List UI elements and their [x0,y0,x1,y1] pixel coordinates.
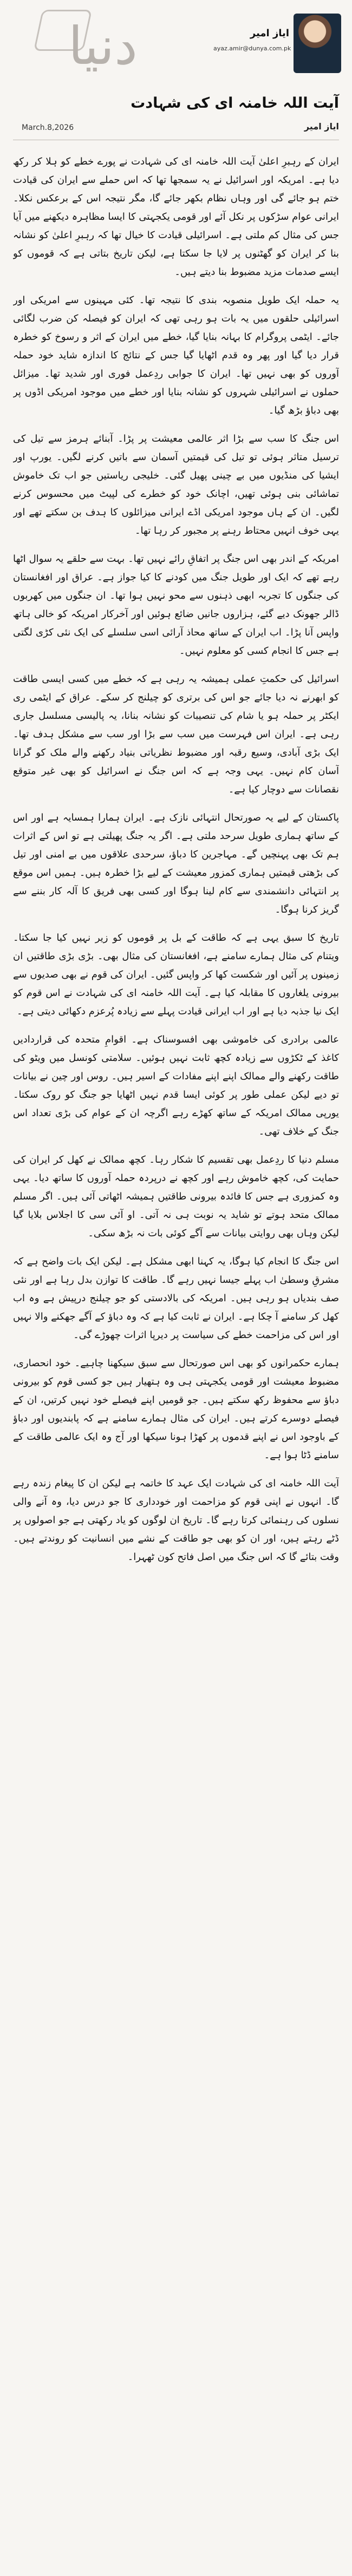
article-paragraph: اس جنگ کا انجام کیا ہوگا، یہ کہنا ابھی مشکل ہے۔ لیکن ایک بات واضح ہے کہ مشرقِ وسطیٰ اب پہلے جیسا نہیں رہے گا۔ طاقت کا توازن بدل رہا ہے اور نئی صف بندیاں ہو رہی ہیں۔ امریکہ کی بالادستی کو جو چیلنج درپیش ہے وہ اب کھل کر سامنے آ چکا ہے۔ ایران نے ثابت کیا ہے کہ وہ دباؤ کے آگے جھکنے والا نہیں اور اس کی مزاحمت خطے کی سیاست پر دیرپا اثرات چھوڑے گی۔ [13,1256,339,1341]
article-paragraph: عالمی برادری کی خاموشی بھی افسوسناک ہے۔ اقوامِ متحدہ کی قراردادیں کاغذ کے ٹکڑوں سے زیادہ کچھ ثابت نہیں ہوئیں۔ سلامتی کونسل میں ویٹو کی طاقت رکھنے والے ممالک اپنے اپنے مفادات کے اسیر ہیں۔ روس اور چین نے بیانات تو دیے لیکن عملی طور پر کوئی ایسا قدم نہیں اٹھایا جو جنگ کو روک سکتا۔ یورپی ممالک امریکہ کے ساتھ کھڑے رہے اگرچہ ان کے عوام کی بڑی تعداد اس جنگ کے خلاف تھی۔ [13,1034,339,1137]
byline: ایاز امیر [304,121,339,132]
newspaper-logo: دنیا [68,16,138,76]
author-box [213,14,341,89]
article-paragraph: اسرائیل کی حکمتِ عملی ہمیشہ یہ رہی ہے کہ خطے میں کسی ایسی طاقت کو ابھرنے نہ دیا جائے جو اس کی برتری کو چیلنج کر سکے۔ عراق کے ایٹمی ری ایکٹر پر حملہ ہو یا شام کی تنصیبات کو نشانہ بنانا، یہ پالیسی مسلسل جاری رہی ہے۔ ایران اس فہرست میں سب سے بڑا اور سب سے مشکل ہدف تھا۔ ایک بڑی آبادی، وسیع رقبہ اور مضبوط نظریاتی بنیاد رکھنے والے ملک کو گرانا آسان کام نہیں۔ یہی وجہ ہے کہ اس جنگ نے اسرائیل کو بھی غیر متوقع نقصانات سے دوچار کیا ہے۔ [13,673,339,795]
author-avatar [294,14,341,73]
article-paragraph: اس جنگ کا سب سے بڑا اثر عالمی معیشت پر پڑا۔ آبنائے ہرمز سے تیل کی ترسیل متاثر ہوئی تو تیل کی قیمتیں آسمان سے باتیں کرنے لگیں۔ یورپ اور ایشیا کی منڈیوں میں بے چینی پھیل گئی۔ خلیجی ریاستیں جو اب تک خاموش تماشائی بنی ہوئی تھیں، اچانک خود کو خطرے کی لپیٹ میں محسوس کرنے لگیں۔ ان کے ہاں موجود امریکی اڈے ایرانی میزائلوں کا ہدف بن سکتے تھے اور یہی خوف انہیں محتاط رہنے پر مجبور کر رہا تھا۔ [13,433,339,536]
article-paragraph: یہ حملہ ایک طویل منصوبہ بندی کا نتیجہ تھا۔ کئی مہینوں سے امریکی اور اسرائیلی حلقوں میں یہ بات ہو رہی تھی کہ ایران کو فیصلہ کن ضرب لگائی جائے۔ ایٹمی پروگرام کا بہانہ بنایا گیا، خطے میں ایران کے اثر و رسوخ کو خطرہ قرار دیا گیا اور پھر وہ قدم اٹھایا گیا جس کے نتائج کا اندازہ شاید خود حملہ آوروں کو بھی نہیں تھا۔ ایران کا جوابی ردِعمل فوری اور شدید تھا۔ میزائل حملوں نے اسرائیلی شہروں کو نشانہ بنایا اور خطے میں موجود امریکی اڈوں پر بھی دباؤ بڑھ گیا۔ [13,294,339,416]
column-header [0,0,352,157]
column-title: آیت اللہ خامنہ ای کی شہادت [131,95,339,112]
article-paragraph: مسلم دنیا کا ردِعمل بھی تقسیم کا شکار رہا۔ کچھ ممالک نے کھل کر ایران کی حمایت کی، کچھ خاموش رہے اور کچھ نے درپردہ حملہ آوروں کا ساتھ دیا۔ یہی وہ کمزوری ہے جس کا فائدہ بیرونی طاقتیں ہمیشہ اٹھاتی آئی ہیں۔ اگر مسلم ممالک متحد ہوتے تو شاید یہ نوبت ہی نہ آتی۔ او آئی سی کا اجلاس بلایا گیا لیکن وہاں بھی روایتی بیانات سے آگے کوئی بات نہ بڑھ سکی۔ [13,1154,339,1239]
article-paragraph: ایران کے رہبرِ اعلیٰ آیت اللہ خامنہ ای کی شہادت نے پورے خطے کو ہلا کر رکھ دیا ہے۔ امریکہ اور اسرائیل نے یہ سمجھا تھا کہ اس حملے سے ایران کی قیادت ختم ہو جائے گی اور وہاں نظام بکھر جائے گا، مگر نتیجہ اس کے برعکس نکلا۔ ایرانی عوام سڑکوں پر نکل آئے اور قومی یکجہتی کا ایسا مظاہرہ دیکھنے میں آیا جس کی مثال کم ملتی ہے۔ اسرائیلی قیادت کا خیال تھا کہ رہبرِ اعلیٰ کو نشانہ بنا کر ایران کو گھٹنوں پر لایا جا سکتا ہے، لیکن تاریخ بتاتی ہے کہ قوموں کو ایسے صدمات مزید مضبوط بنا دیتے ہیں۔ [13,156,339,278]
article-paragraph: پاکستان کے لیے یہ صورتحال انتہائی نازک ہے۔ ایران ہمارا ہمسایہ ہے اور اس کے ساتھ ہماری طویل سرحد ملتی ہے۔ اگر یہ جنگ پھیلتی ہے تو اس کے اثرات ہم تک بھی پہنچیں گے۔ مہاجرین کا دباؤ، سرحدی علاقوں میں بے امنی اور تیل کی بڑھتی قیمتیں ہماری کمزور معیشت کے لیے بڑا خطرہ ہیں۔ ہمیں اس موقع پر انتہائی دانشمندی سے کام لینا ہوگا اور کسی بھی فریق کا آلہ کار بننے سے گریز کرنا ہوگا۔ [13,812,339,915]
article-paragraph: تاریخ کا سبق یہی ہے کہ طاقت کے بل پر قوموں کو زیر نہیں کیا جا سکتا۔ ویتنام کی مثال ہمارے سامنے ہے، افغانستان کی مثال بھی۔ بڑی بڑی طاقتیں ان زمینوں پر آئیں اور شکست کھا کر واپس گئیں۔ ایران کی قوم نے بھی صدیوں سے بیرونی یلغاروں کا مقابلہ کیا ہے۔ آیت اللہ خامنہ ای کی شہادت نے اس قوم کو ایک نیا جذبہ دیا ہے اور اب ایرانی قیادت پہلے سے زیادہ پُرعزم دکھائی دیتی ہے۔ [13,932,339,1017]
article-paragraph: ہمارے حکمرانوں کو بھی اس صورتحال سے سبق سیکھنا چاہیے۔ خود انحصاری، مضبوط معیشت اور قومی یکجہتی ہی وہ ہتھیار ہیں جو کسی قوم کو بیرونی دباؤ سے محفوظ رکھ سکتے ہیں۔ جو قومیں اپنے فیصلے خود نہیں کرتیں، ان کے فیصلے دوسرے کرتے ہیں۔ ایران کی مثال ہمارے سامنے ہے کہ پابندیوں اور دباؤ کے باوجود اس نے اپنے قدموں پر کھڑا ہونا سیکھا اور آج وہ ایک عالمی طاقت کے سامنے ڈٹا ہوا ہے۔ [13,1358,339,1461]
publish-date: March.8,2026 [22,123,74,132]
article-paragraph: امریکہ کے اندر بھی اس جنگ پر اتفاقِ رائے نہیں تھا۔ بہت سے حلقے یہ سوال اٹھا رہے تھے کہ ایک اور طویل جنگ میں کودنے کا کیا جواز ہے۔ عراق اور افغانستان کی جنگوں کا تجربہ ابھی ذہنوں سے محو نہیں ہوا تھا۔ ان جنگوں میں کھربوں ڈالر جھونک دیے گئے، ہزاروں جانیں ضائع ہوئیں اور آخرکار امریکہ کو خالی ہاتھ واپس آنا پڑا۔ اب ایران کے ساتھ محاذ آرائی اسی سلسلے کی ایک نئی کڑی لگتی ہے جس کا انجام کسی کو معلوم نہیں۔ [13,553,339,657]
article-paragraph: آیت اللہ خامنہ ای کی شہادت ایک عہد کا خاتمہ ہے لیکن ان کا پیغام زندہ رہے گا۔ انہوں نے اپنی قوم کو مزاحمت اور خودداری کا جو درس دیا، وہ آنے والی نسلوں کی رہنمائی کرتا رہے گا۔ تاریخ ان لوگوں کو یاد رکھتی ہے جو اصولوں پر ڈٹے رہتے ہیں، اور ان کو بھی جو طاقت کے نشے میں انسانیت کو روندتے ہیں۔ وقت بتائے گا کہ اس جنگ میں اصل فاتح کون ٹھہرا۔ [13,1478,339,1563]
author-email: ayaz.amir@dunya.com.pk [213,45,291,52]
author-name: ایاز امیر [250,28,289,39]
article-body [13,153,339,2556]
